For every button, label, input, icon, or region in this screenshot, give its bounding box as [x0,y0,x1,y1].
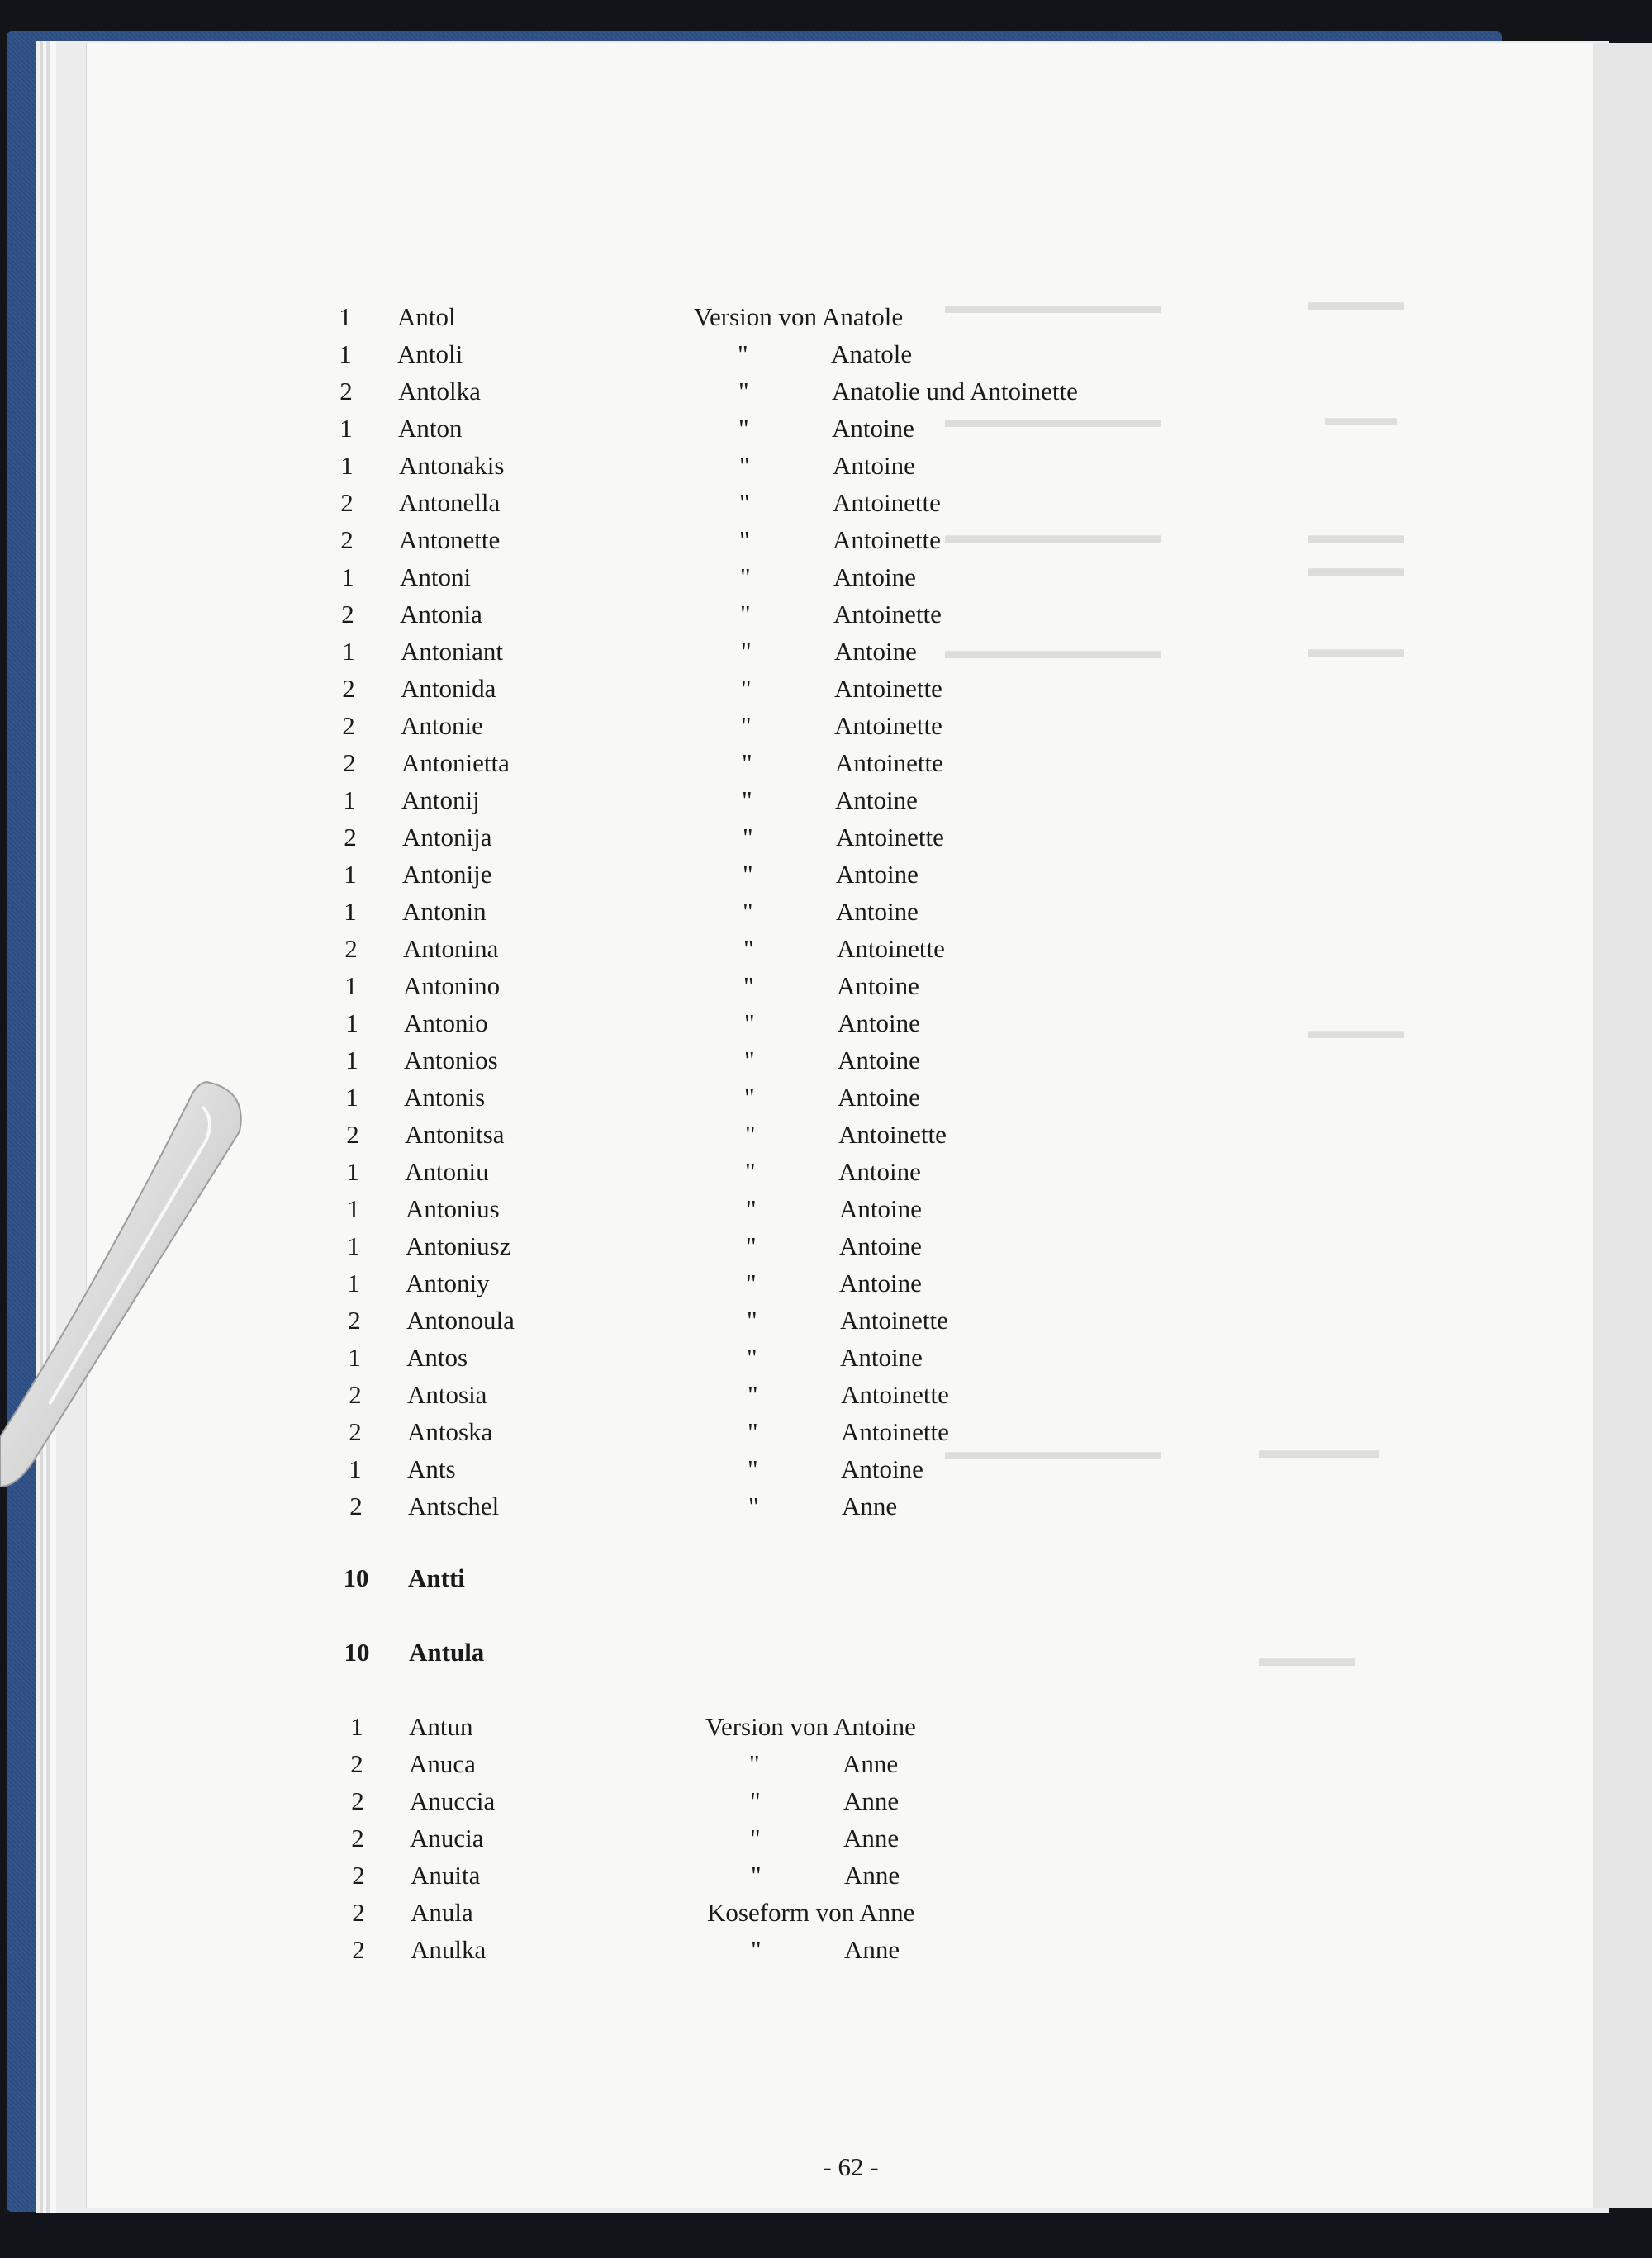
entry-relation: " [740,562,751,591]
entry-relation: " [741,711,752,740]
entry-count: 1 [348,1343,361,1372]
list-item [0,1932,1652,1968]
entry-relation: " [745,1157,756,1186]
entry-reference: Antoine [834,637,917,666]
entry-count: 1 [344,860,357,889]
entry-reference: Antoinette [833,488,941,517]
entry-relation: " [738,339,748,368]
entry-count: 10 [343,1563,369,1592]
entry-count: 1 [345,1008,358,1037]
entry-name: Anula [411,1898,473,1927]
entry-count: 2 [351,1786,364,1815]
entry-relation: " [744,1046,755,1074]
list-item [0,931,1652,967]
entry-reference: Antoinette [837,934,945,963]
entry-name: Antschel [408,1492,500,1520]
entry-relation: " [743,897,753,926]
entry-name: Antonie [401,711,483,740]
entry-count: 1 [339,339,352,368]
entry-count: 2 [349,1380,362,1409]
list-item [0,819,1652,856]
entry-reference: Anatole [831,339,913,368]
entry-count: 1 [341,562,354,591]
list-item [0,1820,1652,1857]
entry-count: 2 [343,748,356,777]
entry-reference: Antoinette [841,1417,949,1446]
entry-reference: Anne [843,1824,900,1852]
entry-reference: Antoine [838,1083,920,1112]
tweezers-icon [0,1074,264,1503]
entry-relation: " [742,748,752,777]
entry-count: 2 [348,1306,361,1335]
list-item [0,448,1652,484]
entry-count: 1 [347,1269,360,1297]
entry-count: 1 [339,414,353,443]
entry-name: Antoniant [401,637,503,666]
list-item [0,410,1652,447]
entry-name: Antoli [397,339,463,368]
entry-count: 2 [346,1120,359,1149]
page-number: - 62 - [823,2152,879,2181]
entry-reference: Antoinette [833,600,942,629]
list-item [0,1895,1652,1931]
entry-relation: " [746,1231,757,1260]
entry-relation: " [747,1306,757,1335]
entry-name: Anuccia [410,1786,496,1815]
entry-count: 1 [347,1231,360,1260]
entry-reference: Antoinette [840,1306,948,1335]
entry-count: 2 [344,823,357,851]
entry-count: 1 [350,1712,363,1741]
entry-name: Antonitsa [405,1120,505,1149]
entry-name: Antonija [402,823,492,851]
entry-relation: " [742,785,752,814]
entry-count: 1 [342,637,355,666]
list-item [0,596,1652,633]
entry-reference: Anne [844,1935,900,1964]
entry-relation: " [746,1194,757,1223]
entry-name: Anuita [411,1861,481,1890]
entry-name: Antonij [401,785,480,814]
list-item [0,782,1652,818]
entry-name: Antun [409,1712,473,1741]
entry-reference: Antoine [838,1046,920,1074]
entry-count: 2 [344,934,358,963]
entry-reference: Antoine [835,785,918,814]
entry-name: Antonia [400,600,482,629]
entry-relation: " [748,1417,758,1446]
entry-relation: " [741,674,752,703]
show-through-texture: ▬▬▬▬ ▬▬▬ ▬▬▬▬ ▬▬▬▬▬ ▬▬▬▬▬▬▬▬▬ ▬▬▬▬▬▬▬▬▬ ▬▬▬▬▬▬▬▬▬ ▬▬▬▬▬▬▬▬▬ ▬▬▬▬▬▬▬▬▬ ▬▬▬▬ ▬▬▬▬ ▬▬▬▬ ▬▬▬▬ [945,289,1404,1672]
entry-name: Anuca [409,1749,476,1778]
entry-relation: Koseform von Anne [707,1898,915,1927]
entry-reference: Antoine [832,414,914,443]
entry-count: 1 [344,971,358,1000]
entry-relation: " [741,637,752,666]
list-item [0,968,1652,1004]
list-item [0,485,1652,521]
entry-relation: " [740,600,751,629]
list-item [0,856,1652,893]
entry-name: Antonije [402,860,492,889]
entry-name: Antonida [401,674,496,703]
entry-count: 1 [345,1083,358,1112]
list-item [0,1783,1652,1819]
entry-name: Antonella [399,488,501,517]
entry-relation: " [744,1008,755,1037]
entry-relation: " [749,1749,760,1778]
entry-name: Antonius [406,1194,500,1223]
entry-relation: " [743,971,754,1000]
entry-name: Antonios [404,1046,498,1074]
list-item [0,299,1652,335]
entry-relation: " [748,1380,758,1409]
list-item [0,373,1652,410]
entry-name: Antonin [402,897,487,926]
entry-relation: " [739,451,750,480]
list-item [0,1005,1652,1041]
entry-count: 10 [344,1638,370,1667]
list-item [0,745,1652,781]
entry-name: Antoniy [406,1269,490,1297]
entry-relation: Version von Anatole [694,302,904,331]
entry-relation: " [748,1492,759,1520]
entry-count: 2 [352,1935,365,1964]
entry-relation: " [738,377,749,406]
entry-name: Anulka [411,1935,487,1964]
entry-relation: " [739,488,750,517]
entry-relation: " [738,414,749,443]
entry-relation: " [739,525,750,554]
list-item [0,336,1652,372]
list-item [0,894,1652,930]
entry-name: Antti [408,1563,465,1592]
entry-reference: Antoinette [836,823,944,851]
entry-reference: Antoinette [835,748,943,777]
entry-count: 1 [346,1157,359,1186]
entry-reference: Antoinette [833,525,941,554]
entry-count: 2 [349,1492,363,1520]
entry-reference: Antoine [833,451,915,480]
entry-reference: Antoinette [834,711,942,740]
entry-relation: " [745,1120,756,1149]
entry-name: Antonietta [401,748,510,777]
list-item [0,1709,1652,1745]
entry-name: Antonis [404,1083,486,1112]
entry-relation: " [751,1935,762,1964]
entry-count: 2 [352,1861,365,1890]
entry-reference: Antoine [836,860,919,889]
entry-name: Antoni [400,562,472,591]
entry-relation: " [744,1083,755,1112]
entry-count: 1 [345,1046,358,1074]
entry-reference: Antoinette [841,1380,949,1409]
list-item [0,1634,1652,1671]
entry-count: 1 [340,451,354,480]
entry-reference: Antoine [838,1008,920,1037]
entry-relation: " [743,934,754,963]
list-item [0,522,1652,558]
entry-name: Antonoula [406,1306,515,1335]
list-item [0,1560,1652,1596]
entry-name: Antoniu [405,1157,489,1186]
entry-reference: Antoine [833,562,916,591]
entry-reference: Anatolie und Antoinette [832,377,1078,406]
entry-reference: Anne [842,1492,898,1520]
entry-relation: Version von Antoine [705,1712,916,1741]
entry-reference: Antoine [839,1269,922,1297]
entry-count: 2 [339,377,353,406]
entry-relation: " [751,1861,762,1890]
entry-name: Antol [397,302,456,331]
entry-name: Antonette [399,525,501,554]
entry-reference: Antoine [841,1454,923,1483]
entry-reference: Anne [844,1861,900,1890]
entry-count: 2 [351,1824,364,1852]
entry-name: Antoska [407,1417,493,1446]
entry-name: Antonina [403,934,499,963]
entry-reference: Antoine [836,897,919,926]
entry-name: Antosia [407,1380,487,1409]
entry-relation: " [743,860,753,889]
entry-relation: " [746,1269,757,1297]
entry-name: Antonakis [399,451,505,480]
entry-count: 2 [340,525,354,554]
entry-count: 2 [350,1749,363,1778]
entry-relation: " [750,1824,761,1852]
entry-name: Antula [409,1638,485,1667]
entry-count: 1 [344,897,357,926]
entry-reference: Antoine [837,971,919,1000]
entry-count: 1 [347,1194,360,1223]
entry-reference: Anne [843,1786,900,1815]
entry-relation: " [750,1786,761,1815]
entry-count: 1 [349,1454,362,1483]
entry-name: Ants [407,1454,456,1483]
entry-relation: " [747,1343,757,1372]
entry-name: Antoniusz [406,1231,511,1260]
entry-name: Antolka [398,377,481,406]
entry-count: 1 [343,785,356,814]
entry-relation: " [748,1454,758,1483]
entry-count: 2 [352,1898,365,1927]
entry-reference: Antoine [839,1194,922,1223]
list-item [0,633,1652,670]
entry-name: Antonio [404,1008,488,1037]
entry-count: 2 [342,711,355,740]
list-item [0,708,1652,744]
entry-reference: Antoinette [834,674,942,703]
entry-name: Antos [406,1343,468,1372]
entry-reference: Antoine [840,1343,923,1372]
list-item [0,671,1652,707]
entry-count: 2 [340,488,354,517]
entry-reference: Antoine [838,1157,921,1186]
entry-reference: Anne [843,1749,899,1778]
list-item [0,1857,1652,1894]
entry-count: 1 [339,302,352,331]
entry-name: Anton [398,414,463,443]
entry-count: 2 [342,674,355,703]
entry-name: Anucia [410,1824,484,1852]
entry-reference: Antoine [839,1231,922,1260]
list-item [0,559,1652,595]
list-item [0,1746,1652,1782]
entry-reference: Antoinette [838,1120,947,1149]
entry-relation: " [743,823,753,851]
entry-name: Antonino [403,971,501,1000]
entry-count: 2 [349,1417,362,1446]
entry-count: 2 [341,600,354,629]
